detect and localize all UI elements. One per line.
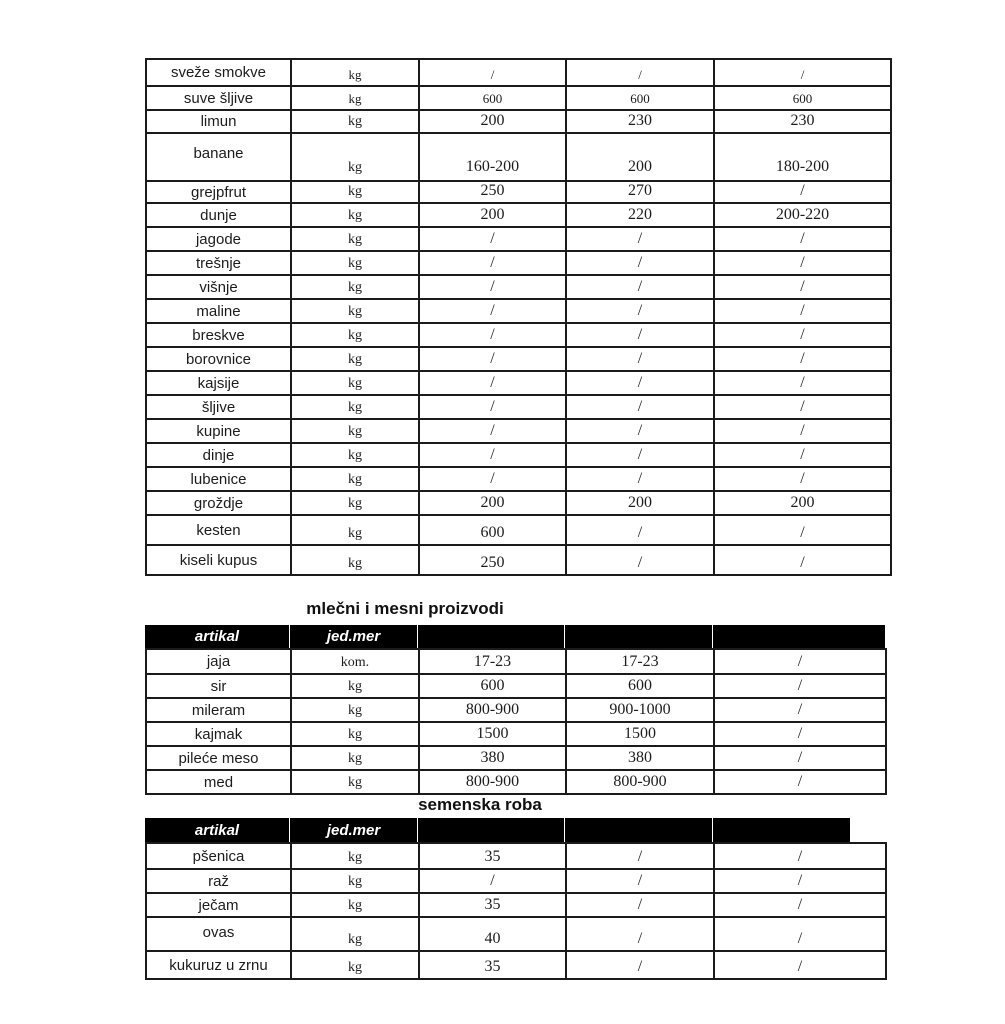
- header-cell-empty: [565, 625, 713, 648]
- value-cell: /: [714, 722, 886, 746]
- product-cell: dunje: [146, 203, 291, 227]
- table-row: [146, 86, 891, 110]
- value-cell: /: [714, 59, 891, 86]
- value-cell: 600: [419, 86, 566, 110]
- unit-cell: kg: [291, 251, 419, 275]
- unit-cell: kg: [291, 323, 419, 347]
- value-cell: 1500: [419, 722, 566, 746]
- value-cell: 200: [714, 491, 891, 515]
- unit-cell: kg: [291, 893, 419, 917]
- product-cell: sveže smokve: [146, 59, 291, 86]
- unit-cell: kg: [291, 395, 419, 419]
- value-cell: 250: [419, 181, 566, 203]
- unit-cell: kg: [291, 917, 419, 951]
- value-cell: /: [566, 545, 714, 575]
- unit-cell: kg: [291, 674, 419, 698]
- unit-cell: kg: [291, 443, 419, 467]
- value-cell: /: [566, 893, 714, 917]
- value-cell: /: [566, 443, 714, 467]
- unit-cell: kg: [291, 227, 419, 251]
- value-cell: /: [566, 843, 714, 869]
- value-cell: 1500: [566, 722, 714, 746]
- product-cell: ječam: [146, 893, 291, 917]
- value-cell: /: [419, 467, 566, 491]
- value-cell: 200: [419, 203, 566, 227]
- unit-cell: kg: [291, 770, 419, 794]
- value-cell: 40: [419, 917, 566, 951]
- product-cell: kukuruz u zrnu: [146, 951, 291, 979]
- value-cell: /: [714, 347, 891, 371]
- value-cell: 200: [566, 133, 714, 181]
- value-cell: 17-23: [419, 649, 566, 674]
- value-cell: 35: [419, 843, 566, 869]
- value-cell: /: [714, 869, 886, 893]
- value-cell: 600: [419, 515, 566, 545]
- value-cell: /: [714, 467, 891, 491]
- value-cell: 220: [566, 203, 714, 227]
- value-cell: /: [714, 419, 891, 443]
- product-cell: dinje: [146, 443, 291, 467]
- value-cell: /: [714, 299, 891, 323]
- value-cell: /: [714, 746, 886, 770]
- product-cell: kiseli kupus: [146, 545, 291, 575]
- header-cell-empty: [418, 625, 565, 648]
- product-cell: kajmak: [146, 722, 291, 746]
- unit-cell: kg: [291, 467, 419, 491]
- value-cell: /: [714, 395, 891, 419]
- product-cell: breskve: [146, 323, 291, 347]
- unit-cell: kg: [291, 515, 419, 545]
- unit-cell: kg: [291, 951, 419, 979]
- value-cell: /: [714, 770, 886, 794]
- table-row: [146, 698, 886, 722]
- product-cell: ovas: [146, 917, 291, 951]
- unit-cell: kg: [291, 86, 419, 110]
- value-cell: 380: [419, 746, 566, 770]
- value-cell: 250: [419, 545, 566, 575]
- table-row: [146, 467, 891, 491]
- unit-cell: kg: [291, 545, 419, 575]
- header-cell-empty: [418, 818, 565, 842]
- table-row: [146, 649, 886, 674]
- table-row: [146, 951, 886, 979]
- unit-cell: kom.: [291, 649, 419, 674]
- product-cell: banane: [146, 133, 291, 181]
- value-cell: /: [419, 227, 566, 251]
- table-row: [146, 110, 891, 133]
- seeds-table-header-bar: [145, 818, 850, 842]
- header-cell-jedmer: jed.mer: [290, 625, 418, 648]
- table-row: [146, 843, 886, 869]
- product-cell: sir: [146, 674, 291, 698]
- value-cell: /: [566, 515, 714, 545]
- value-cell: /: [714, 275, 891, 299]
- value-cell: 200: [419, 491, 566, 515]
- value-cell: /: [566, 299, 714, 323]
- value-cell: /: [714, 951, 886, 979]
- value-cell: /: [714, 443, 891, 467]
- value-cell: 800-900: [419, 770, 566, 794]
- unit-cell: kg: [291, 371, 419, 395]
- value-cell: 800-900: [566, 770, 714, 794]
- table-row: [146, 59, 891, 86]
- unit-cell: kg: [291, 419, 419, 443]
- table-row: [146, 133, 891, 181]
- table-row: [146, 371, 891, 395]
- unit-cell: kg: [291, 275, 419, 299]
- unit-cell: kg: [291, 299, 419, 323]
- product-cell: trešnje: [146, 251, 291, 275]
- value-cell: 17-23: [566, 649, 714, 674]
- value-cell: /: [566, 917, 714, 951]
- value-cell: 200: [566, 491, 714, 515]
- header-cell-artikal: artikal: [145, 818, 290, 842]
- table-row: [146, 443, 891, 467]
- unit-cell: kg: [291, 110, 419, 133]
- value-cell: 35: [419, 951, 566, 979]
- value-cell: /: [566, 251, 714, 275]
- value-cell: /: [566, 275, 714, 299]
- dairy-price-table: [145, 648, 885, 795]
- table-row: [146, 746, 886, 770]
- value-cell: /: [419, 299, 566, 323]
- header-cell-artikal: artikal: [145, 625, 290, 648]
- value-cell: /: [714, 323, 891, 347]
- product-cell: mileram: [146, 698, 291, 722]
- product-cell: med: [146, 770, 291, 794]
- value-cell: /: [566, 371, 714, 395]
- value-cell: 800-900: [419, 698, 566, 722]
- header-cell-jedmer: jed.mer: [290, 818, 418, 842]
- value-cell: /: [419, 371, 566, 395]
- table-row: [146, 893, 886, 917]
- seeds-table: [145, 842, 887, 980]
- value-cell: /: [419, 347, 566, 371]
- unit-cell: kg: [291, 869, 419, 893]
- value-cell: 600: [419, 674, 566, 698]
- value-cell: 270: [566, 181, 714, 203]
- section-title-dairy: mlečni i mesni proizvodi: [306, 599, 504, 618]
- unit-cell: kg: [291, 347, 419, 371]
- value-cell: /: [566, 323, 714, 347]
- value-cell: /: [714, 227, 891, 251]
- value-cell: /: [566, 347, 714, 371]
- value-cell: 160-200: [419, 133, 566, 181]
- table-row: [146, 299, 891, 323]
- header-cell-empty: [713, 818, 850, 842]
- value-cell: /: [714, 371, 891, 395]
- value-cell: /: [566, 227, 714, 251]
- value-cell: /: [419, 443, 566, 467]
- unit-cell: kg: [291, 181, 419, 203]
- product-cell: jagode: [146, 227, 291, 251]
- table-row: [146, 770, 886, 794]
- unit-cell: kg: [291, 491, 419, 515]
- value-cell: /: [714, 515, 891, 545]
- product-cell: pšenica: [146, 843, 291, 869]
- value-cell: /: [566, 395, 714, 419]
- value-cell: /: [419, 275, 566, 299]
- unit-cell: kg: [291, 746, 419, 770]
- table-row: [146, 181, 891, 203]
- value-cell: /: [419, 59, 566, 86]
- product-cell: kupine: [146, 419, 291, 443]
- product-cell: maline: [146, 299, 291, 323]
- fruits-price-table: [145, 58, 890, 576]
- value-cell: 230: [714, 110, 891, 133]
- value-cell: /: [419, 395, 566, 419]
- value-cell: /: [714, 843, 886, 869]
- dairy-table: [145, 648, 887, 795]
- value-cell: /: [419, 869, 566, 893]
- product-cell: kesten: [146, 515, 291, 545]
- table-row: [146, 545, 891, 575]
- dairy-table-header-bar: [145, 625, 885, 648]
- value-cell: /: [566, 869, 714, 893]
- table-row: [146, 419, 891, 443]
- table-row: [146, 491, 891, 515]
- table-row: [146, 227, 891, 251]
- product-cell: kajsije: [146, 371, 291, 395]
- value-cell: 200: [419, 110, 566, 133]
- value-cell: /: [714, 545, 891, 575]
- section-title-seeds: semenska roba: [418, 795, 542, 814]
- value-cell: 230: [566, 110, 714, 133]
- value-cell: /: [566, 419, 714, 443]
- value-cell: 200-220: [714, 203, 891, 227]
- value-cell: /: [566, 951, 714, 979]
- table-row: [146, 917, 886, 951]
- unit-cell: kg: [291, 59, 419, 86]
- value-cell: 380: [566, 746, 714, 770]
- unit-cell: kg: [291, 722, 419, 746]
- product-cell: jaja: [146, 649, 291, 674]
- table-row: [146, 515, 891, 545]
- product-cell: lubenice: [146, 467, 291, 491]
- table-row: [146, 251, 891, 275]
- header-cell-empty: [713, 625, 885, 648]
- value-cell: /: [566, 467, 714, 491]
- value-cell: 600: [566, 674, 714, 698]
- product-cell: grejpfrut: [146, 181, 291, 203]
- product-cell: borovnice: [146, 347, 291, 371]
- product-cell: pileće meso: [146, 746, 291, 770]
- product-cell: višnje: [146, 275, 291, 299]
- header-cell-empty: [565, 818, 713, 842]
- value-cell: /: [714, 649, 886, 674]
- unit-cell: kg: [291, 698, 419, 722]
- product-cell: groždje: [146, 491, 291, 515]
- unit-cell: kg: [291, 203, 419, 227]
- value-cell: 35: [419, 893, 566, 917]
- table-row: [146, 674, 886, 698]
- value-cell: /: [714, 674, 886, 698]
- value-cell: 180-200: [714, 133, 891, 181]
- unit-cell: kg: [291, 133, 419, 181]
- unit-cell: kg: [291, 843, 419, 869]
- table-row: [146, 722, 886, 746]
- product-cell: šljive: [146, 395, 291, 419]
- product-cell: limun: [146, 110, 291, 133]
- table-row: [146, 323, 891, 347]
- value-cell: /: [566, 59, 714, 86]
- value-cell: /: [714, 893, 886, 917]
- value-cell: /: [419, 419, 566, 443]
- seeds-price-table: [145, 842, 885, 980]
- product-cell: suve šljive: [146, 86, 291, 110]
- value-cell: /: [419, 251, 566, 275]
- table-row: [146, 275, 891, 299]
- value-cell: /: [714, 181, 891, 203]
- value-cell: 900-1000: [566, 698, 714, 722]
- value-cell: /: [714, 917, 886, 951]
- table-row: [146, 869, 886, 893]
- value-cell: /: [714, 251, 891, 275]
- table-row: [146, 347, 891, 371]
- product-cell: raž: [146, 869, 291, 893]
- table-row: [146, 203, 891, 227]
- value-cell: /: [714, 698, 886, 722]
- value-cell: 600: [566, 86, 714, 110]
- value-cell: 600: [714, 86, 891, 110]
- fruits-table: [145, 58, 892, 576]
- table-row: [146, 395, 891, 419]
- value-cell: /: [419, 323, 566, 347]
